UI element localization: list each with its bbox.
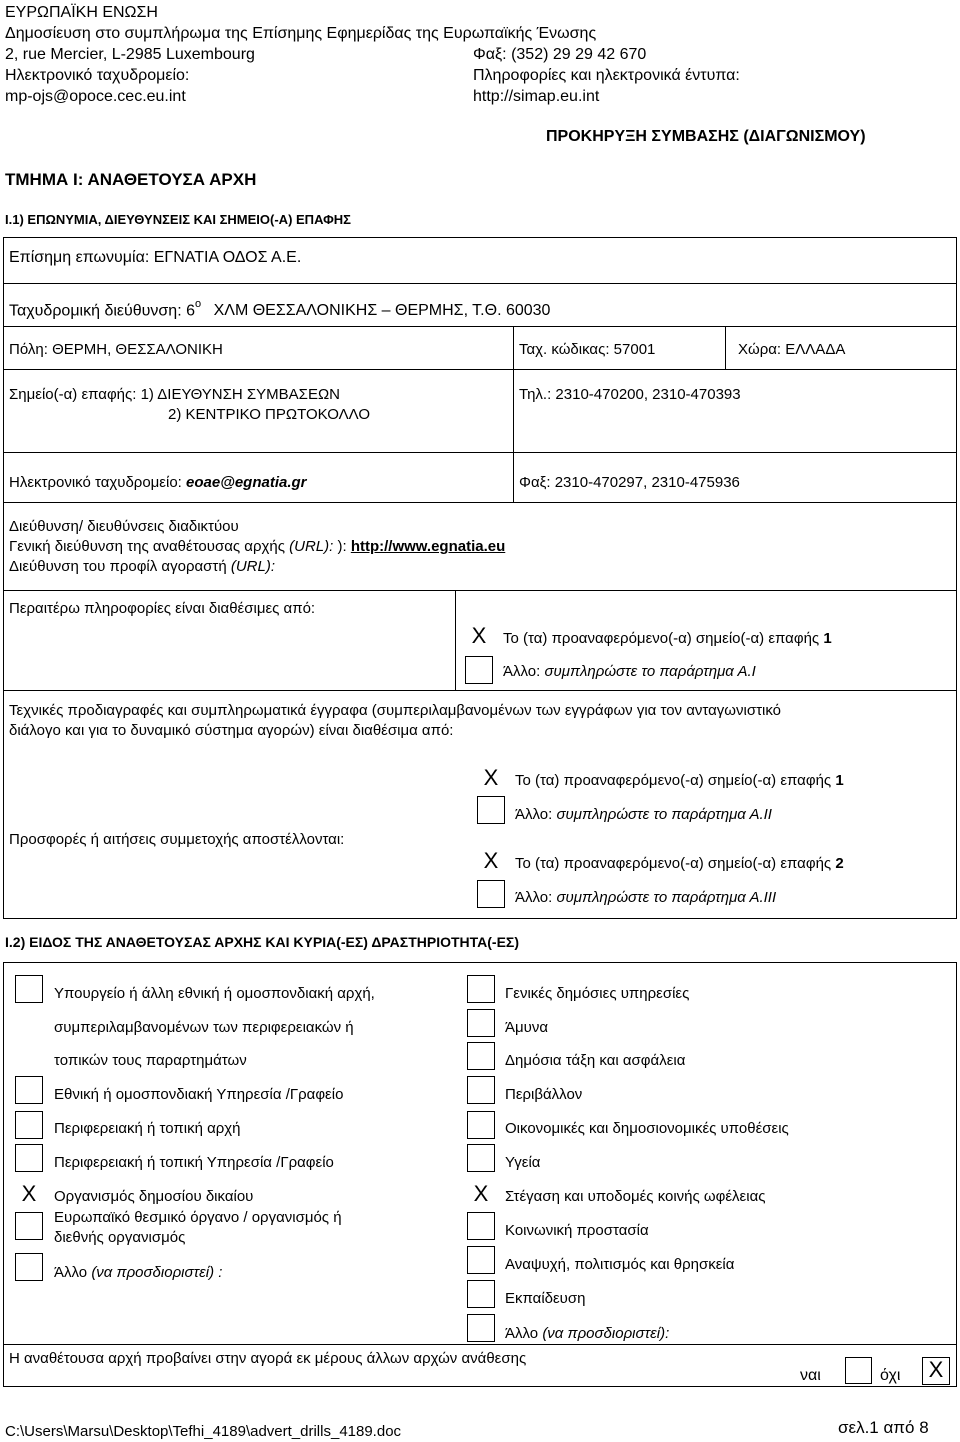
activity-environment-label: Περιβάλλον bbox=[505, 1086, 583, 1103]
activity-public-order-label: Δημόσια τάξη και ασφάλεια bbox=[505, 1052, 686, 1069]
web-buyer-row: Διεύθυνση του προφίλ αγοραστή (URL): bbox=[9, 558, 276, 575]
email-row: Ηλεκτρονικό ταχυδρομείο: eoae@egnatia.gr bbox=[9, 474, 307, 491]
offers-opt2-text: Άλλο: συμπληρώστε το παράρτημα Α.ΙΙΙ bbox=[515, 889, 777, 906]
web-title: Διεύθυνση/ διευθύνσεις διαδικτύου bbox=[9, 518, 239, 535]
header-info-url: http://simap.eu.int bbox=[473, 88, 600, 105]
authority-regional-checkbox[interactable] bbox=[15, 1111, 43, 1139]
activity-social-label: Κοινωνική προστασία bbox=[505, 1222, 649, 1239]
authority-national-agency-label: Εθνική ή ομοσπονδιακή Υπηρεσία /Γραφείο bbox=[54, 1086, 344, 1103]
activity-health-label: Υγεία bbox=[505, 1154, 541, 1171]
activity-recreation-checkbox[interactable] bbox=[467, 1246, 495, 1274]
s1-title: Ι.1) ΕΠΩΝΥΜΙΑ, ΔΙΕΥΘΥΝΣΕΙΣ ΚΑΙ ΣΗΜΕΙΟ(-Α) ΕΠΑΦΗΣ bbox=[5, 212, 351, 227]
authority-other-checkbox[interactable] bbox=[15, 1253, 43, 1281]
section-title: ΤΜΗΜΑ Ι: ΑΝΑΘΕΤΟΥΣΑ ΑΡΧΗ bbox=[5, 170, 257, 189]
further-info-opt1-text: Το (τα) προαναφερόμενο(-α) σημείο(-α) επαφής 1 bbox=[503, 630, 832, 647]
activity-education-checkbox[interactable] bbox=[467, 1280, 495, 1308]
phone-value: 2310-470200, 2310-470393 bbox=[555, 386, 741, 403]
specs-opt1-text: Το (τα) προαναφερόμενο(-α) σημείο(-α) επαφής 1 bbox=[515, 772, 844, 789]
official-name-value: ΕΓΝΑΤΙΑ ΟΔΟΣ Α.Ε. bbox=[153, 249, 302, 266]
activity-environment-checkbox[interactable] bbox=[467, 1076, 495, 1104]
activity-public-order-checkbox[interactable] bbox=[467, 1042, 495, 1070]
activity-defence-label: Άμυνα bbox=[505, 1019, 549, 1036]
web-general-link[interactable]: http://www.egnatia.eu bbox=[350, 538, 506, 555]
offers-label: Προσφορές ή αιτήσεις συμμετοχής αποστέλλονται: bbox=[9, 831, 345, 848]
authority-regional-label: Περιφερειακή ή τοπική αρχή bbox=[54, 1120, 241, 1137]
activity-defence-checkbox[interactable] bbox=[467, 1009, 495, 1037]
header-address: 2, rue Mercier, L-2985 Luxembourg bbox=[5, 46, 255, 63]
official-name-row: Επίσημη επωνυμία: ΕΓΝΑΤΙΑ ΟΔΟΣ Α.Ε. bbox=[9, 249, 302, 266]
contact-point-1: 1) ΔΙΕΥΘΥΝΣΗ ΣΥΜΒΑΣΕΩΝ bbox=[140, 386, 341, 403]
further-info-opt2-text: Άλλο: συμπληρώστε το παράρτημα Α.Ι bbox=[503, 663, 756, 680]
header-email: mp-ojs@opoce.cec.eu.int bbox=[5, 88, 186, 105]
zip-value: 57001 bbox=[613, 341, 656, 358]
zip-row: Ταχ. κώδικας: 57001 bbox=[519, 341, 656, 358]
activity-economic-checkbox[interactable] bbox=[467, 1111, 495, 1139]
authority-eu-institution-checkbox[interactable] bbox=[15, 1212, 43, 1240]
authority-ministry-checkbox[interactable] bbox=[15, 975, 43, 1003]
activity-other-label: Άλλο (να προσδιοριστεί): bbox=[505, 1325, 670, 1342]
city-value: ΘΕΡΜΗ, ΘΕΣΣΑΛΟΝΙΚΗ bbox=[52, 341, 223, 358]
authority-regional-agency-label: Περιφερειακή ή τοπική Υπηρεσία /Γραφείο bbox=[54, 1154, 334, 1171]
behalf-yes-checkbox[interactable] bbox=[845, 1357, 872, 1384]
specs-label-line1: Τεχνικές προδιαγραφές και συμπληρωματικά έγγραφα (συμπεριλαμβανομένων των εγγράφων για τον ανταγωνιστικό bbox=[9, 702, 781, 719]
activity-other-checkbox[interactable] bbox=[467, 1314, 495, 1342]
activity-general-label: Γενικές δημόσιες υπηρεσίες bbox=[505, 985, 690, 1002]
further-info-opt1-checkbox[interactable]: X bbox=[471, 623, 487, 648]
offers-opt1-text: Το (τα) προαναφερόμενο(-α) σημείο(-α) επαφής 2 bbox=[515, 855, 844, 872]
authority-eu-institution-line2: διεθνής οργανισμός bbox=[54, 1229, 186, 1246]
behalf-no-checkbox[interactable]: X bbox=[922, 1357, 950, 1385]
authority-eu-institution-line1: Ευρωπαϊκό θεσμικό όργανο / οργανισμός ή bbox=[54, 1209, 342, 1226]
phone-row: Τηλ.: 2310-470200, 2310-470393 bbox=[519, 386, 741, 403]
further-info-label: Περαιτέρω πληροφορίες είναι διαθέσιμες από: bbox=[9, 600, 316, 617]
postal-address-value: ΧΛΜ ΘΕΣΣΑΛΟΝΙΚΗΣ – ΘΕΡΜΗΣ, Τ.Θ. 60030 bbox=[213, 302, 551, 320]
further-info-opt2-checkbox[interactable] bbox=[465, 656, 493, 684]
activity-economic-label: Οικονομικές και δημοσιονομικές υποθέσεις bbox=[505, 1120, 789, 1137]
header-info-label: Πληροφορίες και ηλεκτρονικά έντυπα: bbox=[473, 67, 740, 84]
activity-general-checkbox[interactable] bbox=[467, 975, 495, 1003]
activity-social-checkbox[interactable] bbox=[467, 1212, 495, 1240]
authority-ministry-line3: τοπικών τους παραρτημάτων bbox=[54, 1052, 247, 1069]
authority-public-law-label: Οργανισμός δημοσίου δικαίου bbox=[54, 1188, 254, 1205]
activity-housing-label: Στέγαση και υποδομές κοινής ωφέλειας bbox=[505, 1188, 766, 1205]
behalf-label: Η αναθέτουσα αρχή προβαίνει στην αγορά εκ μέρους άλλων αρχών ανάθεσης bbox=[9, 1350, 527, 1367]
activity-health-checkbox[interactable] bbox=[467, 1144, 495, 1172]
fax-value: 2310-470297, 2310-475936 bbox=[554, 474, 740, 491]
offers-opt2-checkbox[interactable] bbox=[477, 880, 505, 908]
email-value: eoae@egnatia.gr bbox=[186, 474, 307, 491]
header-line-publication: Δημοσίευση στο συμπλήρωμα της Επίσημης Εφημερίδας της Ευρωπαϊκής Ένωσης bbox=[5, 25, 597, 42]
fax-row: Φαξ: 2310-470297, 2310-475936 bbox=[519, 474, 740, 491]
specs-opt2-text: Άλλο: συμπληρώστε το παράρτημα Α.ΙΙ bbox=[515, 806, 772, 823]
authority-regional-agency-checkbox[interactable] bbox=[15, 1144, 43, 1172]
country-row: Χώρα: ΕΛΛΑΔΑ bbox=[738, 341, 846, 358]
behalf-yes-label: ναι bbox=[800, 1367, 821, 1384]
footer-page-number: σελ.1 από 8 bbox=[838, 1418, 929, 1437]
authority-ministry-line1: Υπουργείο ή άλλη εθνική ή ομοσπονδιακή αρχή, bbox=[54, 985, 375, 1002]
city-row: Πόλη: ΘΕΡΜΗ, ΘΕΣΣΑΛΟΝΙΚΗ bbox=[9, 341, 223, 358]
behalf-no-label: όχι bbox=[880, 1367, 901, 1384]
authority-national-agency-checkbox[interactable] bbox=[15, 1076, 43, 1104]
contact-point-2: 2) ΚΕΝΤΡΙΚΟ ΠΡΩΤΟΚΟΛΛΟ bbox=[168, 406, 371, 423]
specs-opt1-checkbox[interactable]: X bbox=[483, 765, 499, 790]
activity-housing-checkbox[interactable]: X bbox=[473, 1181, 489, 1206]
header-line-eu: ΕΥΡΩΠΑΪΚΗ ΕΝΩΣΗ bbox=[5, 4, 158, 21]
s2-title: Ι.2) ΕΙΔΟΣ ΤΗΣ ΑΝΑΘΕΤΟΥΣΑΣ ΑΡΧΗΣ ΚΑΙ ΚΥΡΙΑ(-ΕΣ) ΔΡΑΣΤΗΡΙΟΤΗΤΑ(-ΕΣ) bbox=[5, 934, 519, 950]
header-email-label: Ηλεκτρονικό ταχυδρομείο: bbox=[5, 67, 190, 84]
header-fax: Φαξ: (352) 29 29 42 670 bbox=[473, 46, 647, 63]
postal-address-row: Ταχυδρομική διεύθυνση: $6^o$ ΧΛΜ ΘΕΣΣΑΛΟΝΙΚΗΣ – ΘΕΡΜΗΣ, Τ.Θ. 60030 bbox=[9, 298, 551, 320]
authority-public-law-checkbox[interactable]: X bbox=[21, 1181, 37, 1206]
authority-other-label: Άλλο (να προσδιοριστεί) : bbox=[54, 1264, 223, 1281]
offers-opt1-checkbox[interactable]: X bbox=[483, 848, 499, 873]
activity-education-label: Εκπαίδευση bbox=[505, 1290, 586, 1307]
notice-title: ΠΡΟΚΗΡΥΞΗ ΣΥΜΒΑΣΗΣ (ΔΙΑΓΩΝΙΣΜΟΥ) bbox=[546, 128, 866, 145]
specs-opt2-checkbox[interactable] bbox=[477, 796, 505, 824]
specs-label-line2: διάλογο και για το δυναμικό σύστημα αγορών) είναι διαθέσιμα από: bbox=[9, 722, 454, 739]
web-general-row: Γενική διεύθυνση της αναθέτουσας αρχής (URL): ): http://www.egnatia.eu bbox=[9, 538, 506, 555]
authority-ministry-line2: συμπεριλαμβανομένων των περιφερειακών ή bbox=[54, 1019, 354, 1036]
contact-points-row: Σημείο(-α) επαφής: 1) ΔΙΕΥΘΥΝΣΗ ΣΥΜΒΑΣΕΩΝ bbox=[9, 386, 341, 403]
country-value: ΕΛΛΑΔΑ bbox=[785, 341, 846, 358]
footer-file-path: C:\Users\Marsu\Desktop\Tefhi_4189\advert_drills_4189.doc bbox=[5, 1423, 402, 1440]
activity-recreation-label: Αναψυχή, πολιτισμός και θρησκεία bbox=[505, 1256, 735, 1273]
